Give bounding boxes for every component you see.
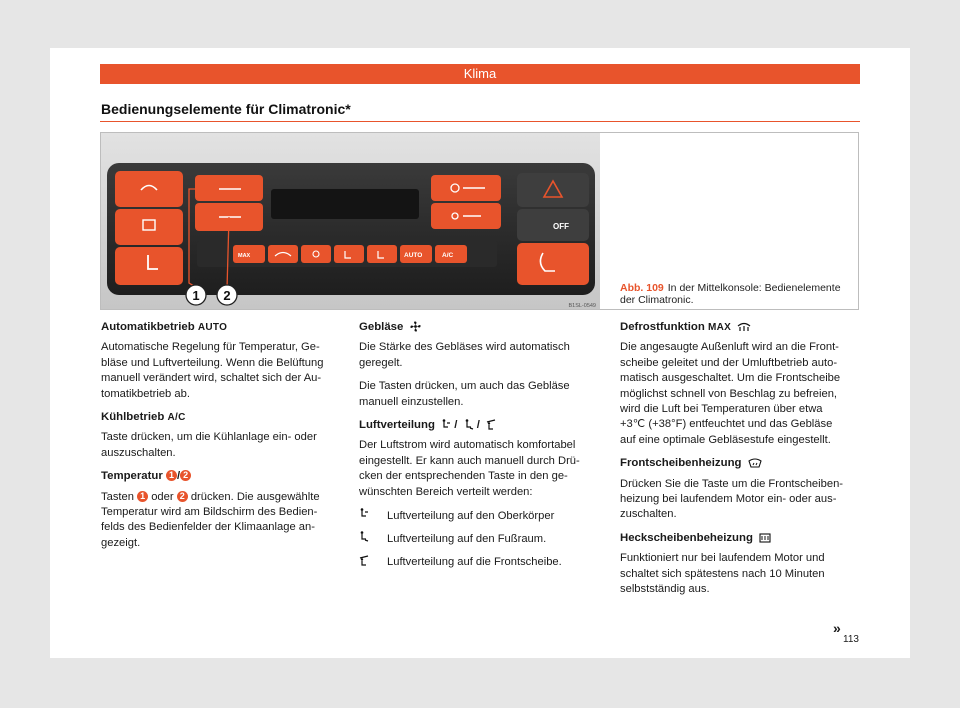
chapter-banner: Klima — [100, 64, 860, 84]
section-title: Bedienungselemente für Climatronic* — [101, 101, 351, 117]
heading-defrost: Defrostfunktion MAX — [620, 320, 850, 335]
paragraph-fan-1: Die Stärke des Gebläses wird automatisch geregelt. — [359, 341, 570, 369]
badge-1-inline: 1 — [137, 491, 148, 502]
figure-number: Abb. 109 — [620, 282, 664, 294]
right-button-column — [517, 173, 589, 285]
figure-code: B1SL-0549 — [568, 303, 596, 309]
list-item-text: Luftverteilung auf den Fußraum. — [387, 532, 547, 545]
air-foot-icon — [359, 531, 369, 542]
badge-2-inline: 2 — [177, 491, 188, 502]
paragraph-air-distribution: Der Luftstrom wird automatisch komfortabel eingestellt. Er kann auch manuell durch Drü-cken der entsprechenden Taste in den ge-wünschten Bereich verteilt werden: — [359, 439, 580, 498]
heading-fan: Gebläse — [359, 320, 589, 335]
paragraph-auto: Automatische Regelung für Temperatur, Ge-bläse und Luftverteilung. Wenn die Belüftung manuell verändert wird, schaltet sich der Au-tomatikbetrieb ab. — [101, 341, 324, 400]
windscreen-heating-icon — [748, 458, 762, 468]
display-screen — [271, 189, 419, 219]
paragraph-cooling: Taste drücken, um die Kühlanlage ein- oder auszuschalten. — [101, 431, 317, 459]
svg-text:1: 1 — [192, 288, 200, 303]
bottom-button-row — [233, 245, 467, 263]
page-number: 113 — [843, 634, 859, 645]
heading-front-heating: Frontscheibenheizung — [620, 456, 850, 471]
figure-caption-text: In der Mittelkonsole: Bedienelemente der Climatronic. — [620, 282, 841, 306]
callout-2 — [217, 285, 237, 305]
paragraph-front-heating: Drücken Sie die Taste um die Frontscheiben-heizung bei laufendem Motor ein- oder aus-zuschalten. — [620, 477, 844, 521]
off-button-label: OFF — [553, 222, 569, 231]
auto-symbol: AUTO — [197, 322, 228, 333]
figure-caption — [620, 282, 845, 306]
fan-icon — [410, 321, 421, 332]
paragraph-fan-2: Die Tasten drücken, um auch das Gebläse manuell einzustellen. — [359, 380, 570, 408]
ac-button-label: A/C — [442, 252, 454, 259]
air-upper-icon — [359, 508, 369, 519]
continued-marker: » — [833, 620, 841, 636]
heading-auto: Automatikbetrieb AUTO — [101, 321, 228, 333]
air-windscreen-icon — [486, 419, 496, 430]
heading-rear-heating: Heckscheibenbeheizung — [620, 531, 850, 546]
air-windscreen-icon — [359, 555, 369, 566]
left-button-column — [115, 171, 183, 285]
column-1 — [101, 320, 331, 559]
list-item-text: Luftverteilung auf den Oberkörper — [387, 509, 555, 522]
badge-1: 1 — [166, 470, 177, 481]
air-upper-icon — [441, 419, 451, 430]
heading-air-distribution: Luftverteilung / / — [359, 418, 589, 433]
ac-symbol: A/C — [167, 412, 186, 424]
air-foot-icon — [464, 419, 474, 430]
auto-button-label: AUTO — [404, 252, 423, 259]
list-item-text: Luftverteilung auf die Frontscheibe. — [387, 556, 562, 569]
heading-cooling: Kühlbetrieb A/C — [101, 411, 186, 424]
column-2 — [359, 320, 589, 578]
paragraph-defrost: Die angesaugte Außenluft wird an die Front-scheibe geleitet und der Umluftbetrieb auto-matisch ausgeschaltet. Um die Frontscheibe möglichst schnell von Beschlag zu befreien, wird die Luft bei Temperaturen über etwa +3℃ (+38°F) entfeuchtet und das Gebläse auf eine optimale Gebläsestufe eingestellt. — [620, 341, 841, 446]
callout-1 — [186, 285, 206, 305]
list-item — [359, 531, 589, 547]
paragraph-rear-heating: Funktioniert nur bei laufendem Motor und schaltet sich spätestens nach 10 Minuten selbstständig aus. — [620, 552, 825, 596]
list-item — [359, 508, 589, 524]
paragraph-temperature: Tasten 1 oder 2 drücken. Die ausgewählte Temperatur wird am Bildschirm des Bedien-felds des Bedienfelder der Klimaanlage an-gezeigt. — [101, 490, 320, 549]
defrost-icon — [737, 322, 751, 332]
badge-2: 2 — [180, 470, 191, 481]
rear-window-heating-icon — [759, 533, 771, 543]
climatronic-panel-photo — [101, 133, 600, 309]
svg-text:2: 2 — [223, 288, 231, 303]
max-symbol: MAX — [707, 322, 732, 333]
title-divider — [100, 121, 860, 122]
heading-temperature: Temperatur 1 / 2 — [101, 469, 331, 484]
column-3 — [620, 320, 850, 606]
max-button-label: MAX — [238, 253, 251, 259]
list-item — [359, 555, 589, 571]
